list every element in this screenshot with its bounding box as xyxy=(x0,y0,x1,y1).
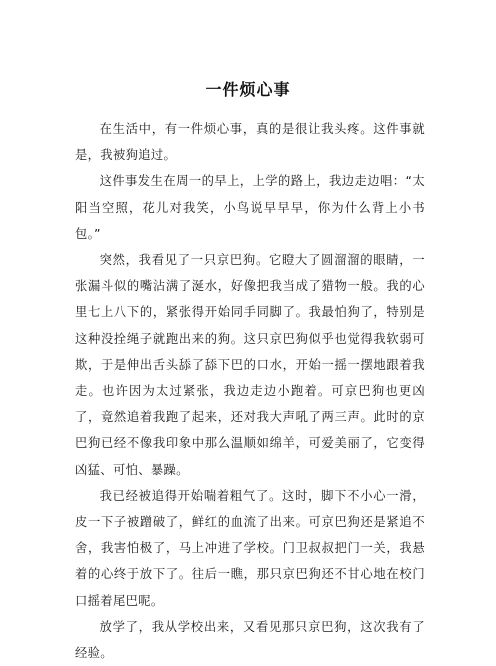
paragraph: 放学了，我从学校出来，又看见那只京巴狗，这次我有了经验。 xyxy=(75,619,425,661)
document-body xyxy=(75,116,425,666)
paragraph: 我已经被追得开始喘着粗气了。这时，脚下不小心一滑，皮一下子被蹭破了，鲜红的血流了出来。可京巴狗还是紧追不舍，我害怕极了，马上冲进了学校。门卫叔叔把门一关，我悬着的心终于放下了。往后一瞧，那只京巴狗还不甘心地在校门口摇着尾巴呢。 xyxy=(75,488,425,608)
document-title: 一件烦心事 xyxy=(205,80,291,99)
paragraph: 这件事发生在周一的早上，上学的路上，我边走边唱：“太阳当空照，花儿对我笑，小鸟说早早早，你为什么背上小书包。” xyxy=(75,174,425,241)
paragraph: 在生活中，有一件烦心事，真的是很让我头疼。这件事就是，我被狗追过。 xyxy=(75,122,425,163)
paragraph: 突然，我看见了一只京巴狗。它瞪大了圆溜溜的眼睛，一张漏斗似的嘴沾满了涎水，好像把我当成了猎物一般。我的心里七上八下的，紧张得开始同手同脚了。我最怕狗了，特别是这种没拴绳子就跑出来的狗。这只京巴狗似乎也觉得我软弱可欺，于是伸出舌头舔了舔下巴的口水，开始一摇一摆地跟着我走。也许因为太过紧张，我边走边小跑着。可京巴狗也更凶了，竟然追着我跑了起来，还对我大声吼了两三声。此时的京巴狗已经不像我印象中那么温顺如绵羊，可爱美丽了，它变得凶猛、可怕、暴躁。 xyxy=(75,253,425,477)
